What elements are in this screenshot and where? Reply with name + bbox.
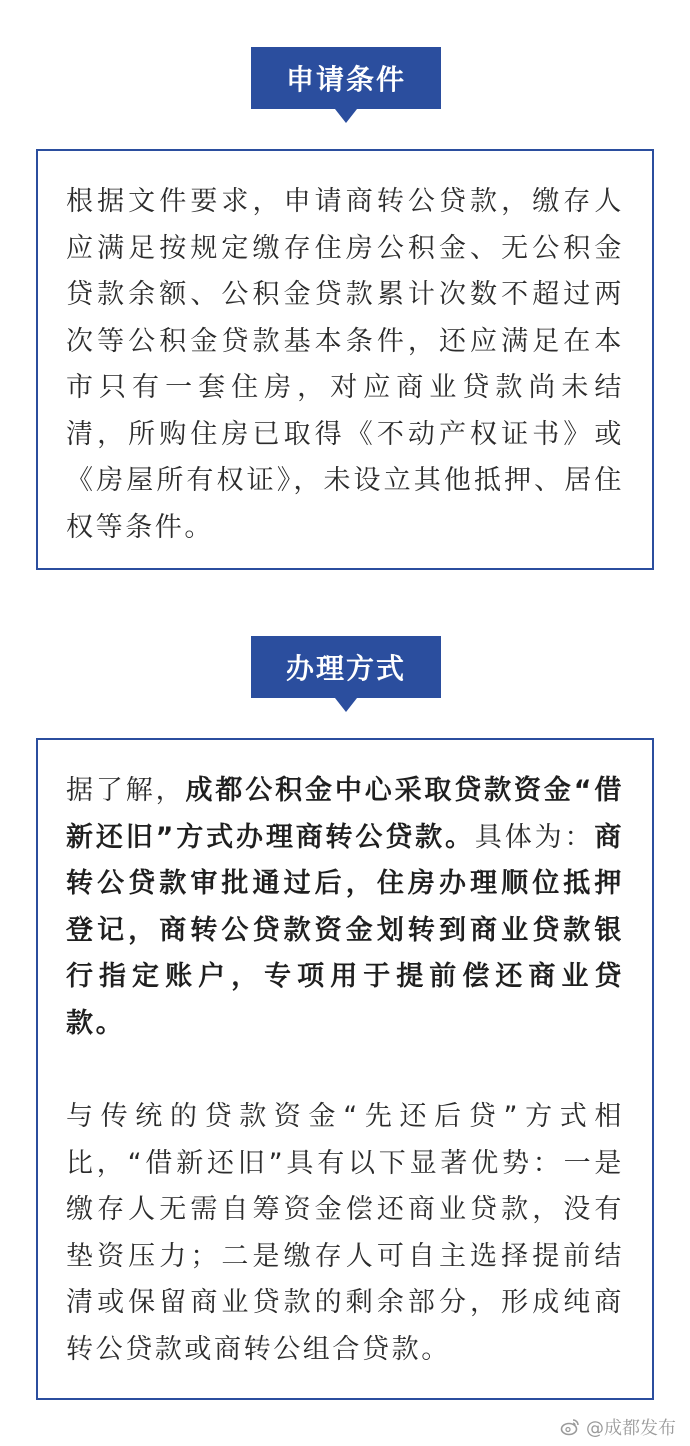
paragraph-gap [66,1047,624,1094]
para1-prefix: 据了解， [66,775,186,806]
watermark [560,1414,676,1440]
watermark-text: @成都发布 [586,1418,676,1439]
para1-mid: 具体为： [474,821,595,853]
section-title-processing-method [251,636,441,698]
processing-method-paragraph-2: 与传统的贷款资金“先还后贷”方式相比，“借新还旧”具有以下显著优势：一是缴存人无需自筹资金偿还商业贷款，没有垫资压力；二是缴存人可自主选择提前结清或保留商业贷款的剩余部分，形成纯商转公贷款或商转公组合贷款。 [66,1101,624,1365]
weibo-icon [560,1417,580,1437]
para1-bold-1: 成都公积金中心采取贷款资金“借新还旧”方式办理商转公贷款。 [66,775,624,853]
application-conditions-text: 根据文件要求，申请商转公贷款，缴存人应满足按规定缴存住房公积金、无公积金贷款余额、公积金贷款累计次数不超过两次等公积金贷款基本条件，还应满足在本市只有一套住房，对应商业贷款尚未结清，所购住房已取得《不动产权证书》或《房屋所有权证》，未设立其他抵押、居住权等条件。 [66,186,624,543]
processing-method-paragraph-1 [66,768,624,1047]
processing-method-box [36,738,654,1400]
para1-bold-2: 商转公贷款审批通过后，住房办理顺位抵押登记，商转公贷款资金划转到商业贷款银行指定账户，专项用于提前偿还商业贷款。 [66,821,624,1039]
section-title-application-conditions [251,47,441,109]
section-title-text: 办理方式 [285,652,406,685]
application-conditions-box [36,149,654,570]
section-title-text: 申请条件 [285,63,406,96]
